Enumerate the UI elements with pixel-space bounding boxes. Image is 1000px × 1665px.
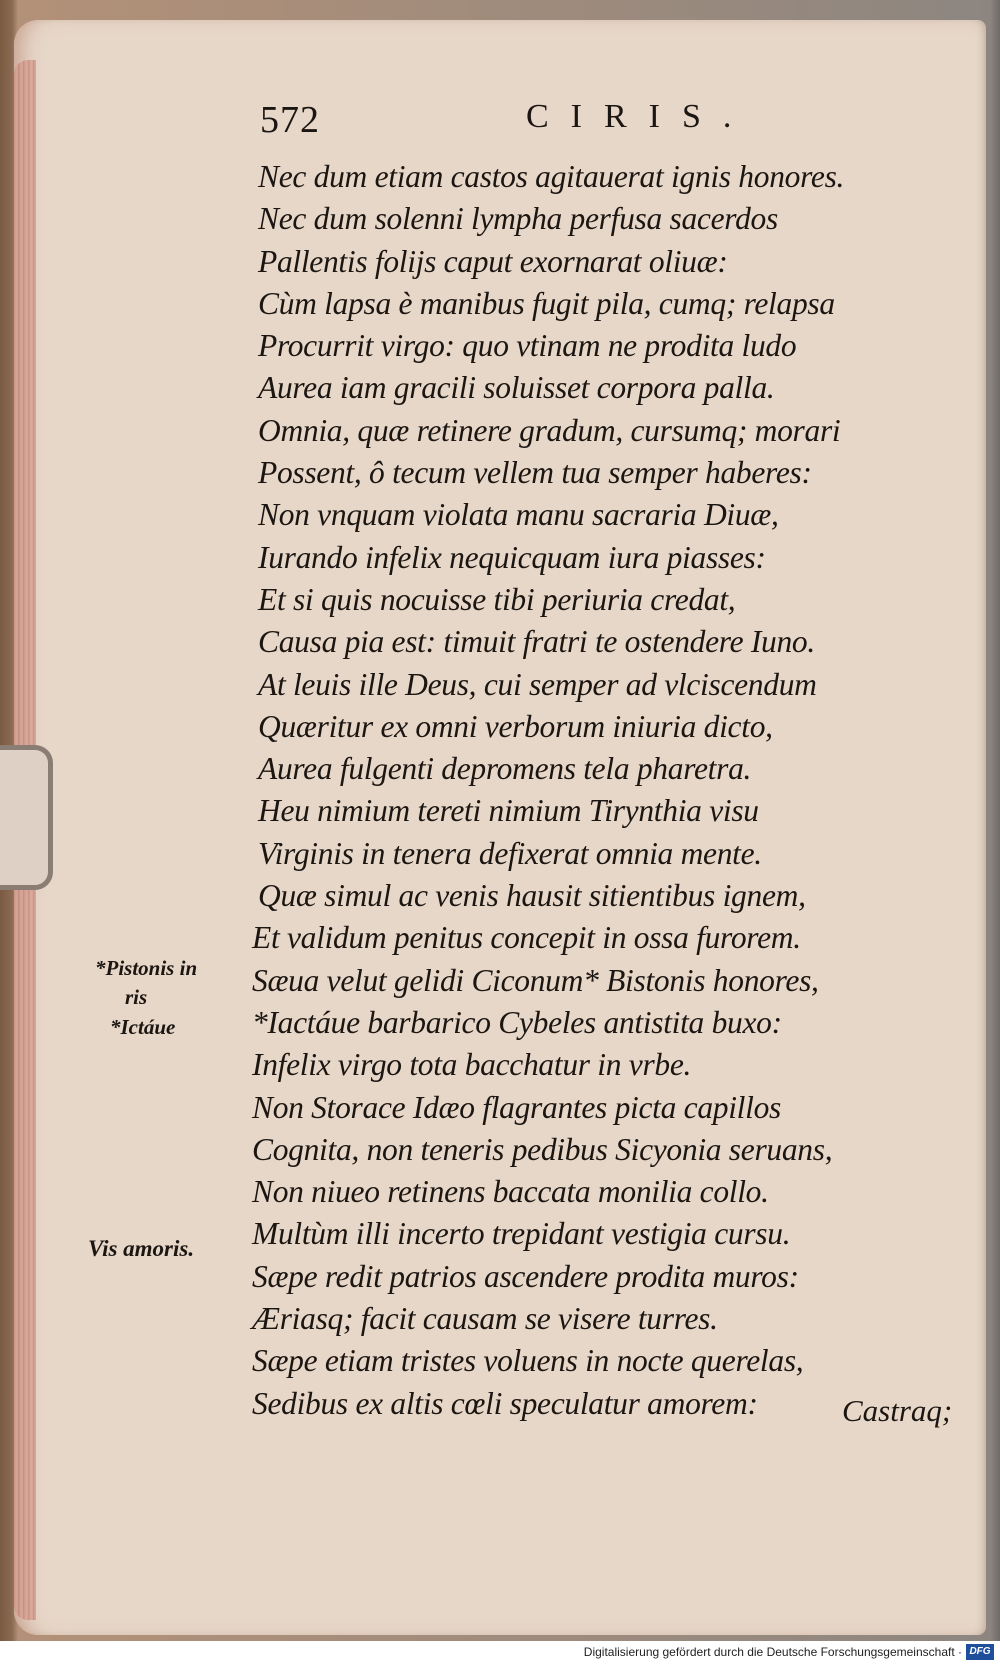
verse-line: Sedibus ex altis cœli speculatur amorem: [252, 1385, 758, 1421]
verse-line: Æriasq; facit causam se visere turres. [252, 1301, 718, 1337]
verse-line: Iurando infelix nequicquam iura piasses: [258, 539, 766, 575]
verse-line: Heu nimium tereti nimium Tirynthia visu [258, 793, 759, 829]
verse-line: At leuis ille Deus, cui semper ad vlciscendum [258, 666, 817, 702]
page-header [260, 98, 960, 148]
verse-line: Nec dum etiam castos agitauerat ignis honores. [258, 159, 845, 194]
running-head: CIRIS. [526, 98, 754, 135]
verse-line: Cùm lapsa è manibus fugit pila, cumq; relapsa [258, 285, 835, 321]
verse-line: *Iactáue barbarico Cybeles antistita buxo: [252, 1004, 782, 1040]
verse-line: Pallentis folijs caput exornarat oliuæ: [258, 243, 728, 279]
verse-line: Omnia, quæ retinere gradum, cursumq; morari [258, 412, 841, 448]
verse-line: Quæritur ex omni verborum iniuria dicto, [258, 708, 773, 744]
verse-line: Multùm illi incerto trepidant vestigia cursu. [252, 1216, 791, 1252]
verse-line: Non vnquam violata manu sacraria Diuæ, [258, 497, 779, 533]
marginal-note: *Pistonis in [95, 956, 198, 980]
marginal-note: Vis amoris. [88, 1236, 195, 1261]
verse-line: Et si quis nocuisse tibi periuria credat, [258, 581, 736, 617]
footer-bar [0, 1641, 1000, 1665]
verse-block [252, 156, 948, 1425]
verse-line: Non Storace Idæo flagrantes picta capillos [252, 1089, 781, 1125]
page-number: 572 [260, 99, 320, 141]
verse-line: Sæpe redit patrios ascendere prodita muros: [252, 1258, 799, 1294]
verse-line: Aurea iam gracili soluisset corpora palla. [258, 370, 775, 406]
verse-line: Sæpe etiam tristes voluens in nocte querelas, [252, 1343, 804, 1379]
verse-line: Procurrit virgo: quo vtinam ne prodita ludo [258, 328, 797, 364]
verse-line: Virginis in tenera defixerat omnia mente. [258, 835, 762, 871]
verse-line: Nec dum solenni lympha perfusa sacerdos [258, 201, 778, 237]
dfg-logo: DFG [966, 1644, 994, 1660]
book-clip [0, 745, 53, 890]
verse-line: Et validum penitus concepit in ossa furorem. [252, 920, 801, 956]
verse-line: Causa pia est: timuit fratri te ostendere Iuno. [258, 624, 815, 660]
verse-line: Non niueo retinens baccata monilia collo. [252, 1174, 769, 1210]
verse-line: Aurea fulgenti depromens tela pharetra. [258, 751, 752, 787]
marginal-note: ris [125, 985, 148, 1009]
verse-line: Cognita, non teneris pedibus Sicyonia seruans, [252, 1131, 833, 1167]
verse-line: Sæua velut gelidi Ciconum* Bistonis honores, [252, 962, 819, 998]
verse-line: Infelix virgo tota bacchatur in vrbe. [252, 1047, 692, 1083]
funding-credit: Digitalisierung gefördert durch die Deutsche Forschungsgemeinschaft · [583, 1645, 962, 1659]
verse-line: Quæ simul ac venis hausit sitientibus ignem, [258, 878, 806, 914]
verse-line: Possent, ô tecum vellem tua semper haberes: [258, 455, 812, 491]
catchword: Castraq; [842, 1393, 953, 1428]
marginal-note: *Ictáue [110, 1015, 176, 1039]
